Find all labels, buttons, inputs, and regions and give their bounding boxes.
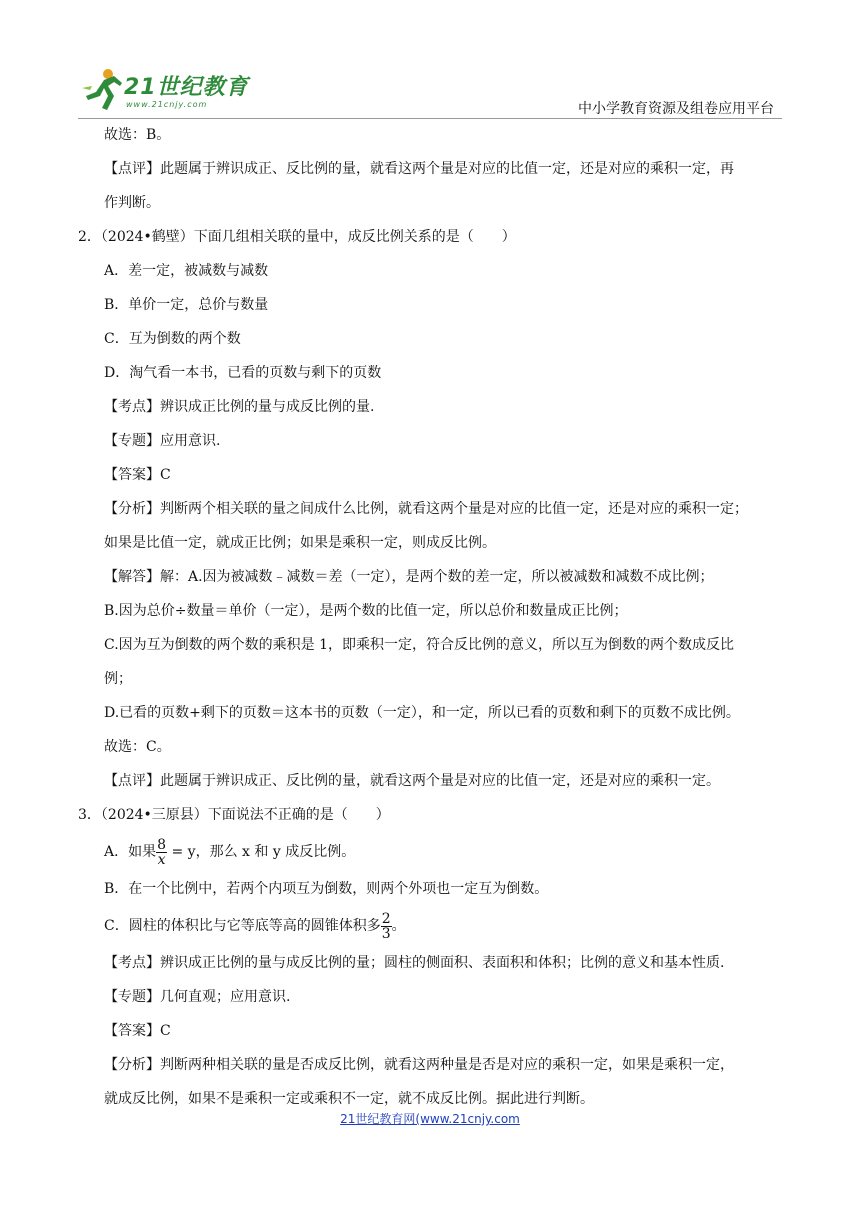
solution-line: B.因为总价÷数量＝单价（一定），是两个数的比值一定，所以总价和数量成正比例；: [104, 603, 628, 619]
text-line: 故选：B。: [104, 127, 171, 143]
comment: 【点评】此题属于辨识成正、反比例的量，就看这两个量是对应的比值一定，还是对应的乘积一定。: [104, 773, 720, 789]
text-line: 【点评】此题属于辨识成正、反比例的量，就看这两个量是对应的比值一定，还是对应的乘积一定，再: [104, 161, 734, 177]
document-body: [78, 118, 784, 1116]
option-c-prefix: C．圆柱的体积比与它等底等高的圆锥体积多: [104, 918, 381, 934]
platform-title: 中小学教育资源及组卷应用平台: [578, 101, 774, 117]
logo-url: www.21cnjy.com: [126, 100, 208, 109]
question-3-stem: 3．（2024•三原县）下面说法不正确的是（ ）: [78, 807, 390, 823]
option-a-suffix: = y，那么 x 和 y 成反比例。: [167, 844, 356, 860]
analysis-line: 就成反比例，如果不是乘积一定或乘积不一定，就不成反比例。据此进行判断。: [104, 1091, 594, 1107]
option-b: B．在一个比例中，若两个内项互为倒数，则两个外项也一定互为倒数。: [104, 881, 549, 897]
analysis-line: 如果是比值一定，就成正比例；如果是乘积一定，则成反比例。: [104, 535, 496, 551]
text-line: 作判断。: [104, 195, 160, 211]
footer-link[interactable]: 21世纪教育网(www.21cnjy.com: [340, 1112, 520, 1126]
knowledge-point: 【考点】辨识成正比例的量与成反比例的量.: [104, 399, 375, 415]
fraction-8-over-x: [156, 838, 167, 867]
fraction-numerator: 8: [157, 836, 167, 853]
fraction-numerator: 2: [381, 910, 391, 927]
analysis-line: 【分析】判断两个相关联的量之间成什么比例，就看这两个量是对应的比值一定，还是对应的乘积一定；: [104, 501, 748, 517]
analysis-line: 【分析】判断两种相关联的量是否成反比例，就看这两种量是否是对应的乘积一定，如果是乘积一定，: [104, 1057, 734, 1073]
runner-logo-icon: [78, 66, 124, 112]
option-c: C．互为倒数的两个数: [104, 331, 241, 347]
topic: 【专题】应用意识.: [104, 433, 221, 449]
option-c-suffix: 。: [391, 918, 406, 934]
option-a-prefix: A．如果: [104, 844, 157, 860]
fraction-denominator: x: [157, 851, 166, 868]
answer: 【答案】C: [104, 467, 171, 483]
fraction-2-over-3: [381, 912, 392, 941]
question-2-stem: 2．（2024•鹤壁）下面几组相关联的量中，成反比例关系的是（ ）: [78, 229, 516, 245]
solution-line: 【解答】解：A.因为被减数﹣减数＝差（一定），是两个数的差一定，所以被减数和减数不成比例；: [104, 569, 714, 585]
topic: 【专题】几何直观；应用意识.: [104, 989, 291, 1005]
fraction-denominator: 3: [381, 925, 391, 942]
page-header: [0, 0, 860, 118]
solution-line: D.已看的页数+剩下的页数＝这本书的页数（一定），和一定，所以已看的页数和剩下的页数不成比例。: [104, 705, 740, 721]
solution-line: 例；: [104, 671, 132, 687]
solution-line: C.因为互为倒数的两个数的乘积是 1，即乘积一定，符合反比例的意义，所以互为倒数的两个数成反比: [104, 637, 735, 653]
site-logo[interactable]: [78, 66, 258, 116]
option-a: A．差一定，被减数与减数: [104, 263, 269, 279]
option-c: [104, 906, 784, 946]
answer: 【答案】C: [104, 1023, 171, 1039]
choice-result: 故选：C。: [104, 739, 171, 755]
logo-text: 21世纪教育: [124, 75, 249, 100]
knowledge-point: 【考点】辨识成正比例的量与成反比例的量；圆柱的侧面积、表面积和体积；比例的意义和基本性质.: [104, 955, 725, 971]
option-d: D．淘气看一本书，已看的页数与剩下的页数: [104, 365, 382, 381]
option-a: [104, 832, 784, 872]
option-b: B．单价一定，总价与数量: [104, 297, 269, 313]
